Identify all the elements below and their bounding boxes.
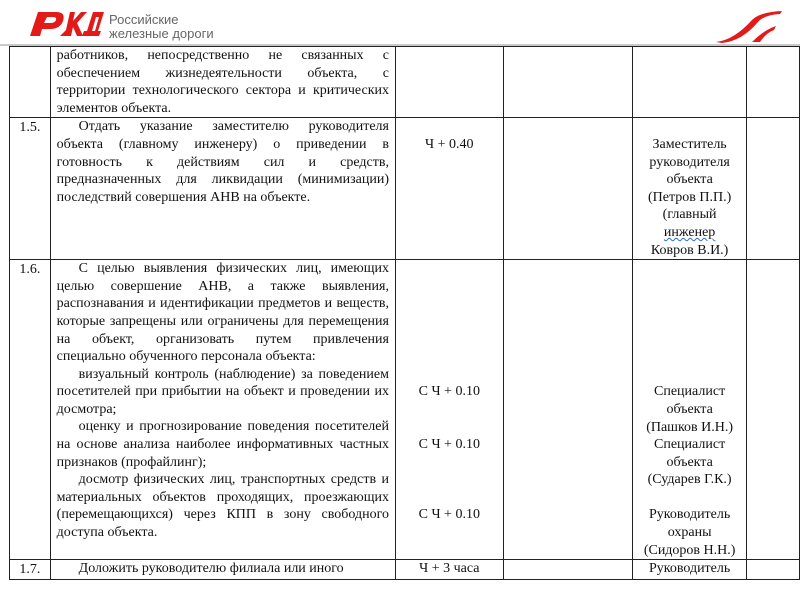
time-cell bbox=[395, 47, 503, 118]
empty-cell bbox=[503, 118, 633, 260]
action-cell bbox=[50, 118, 395, 260]
empty-cell bbox=[503, 47, 633, 118]
responsible-line: объекта bbox=[666, 401, 713, 417]
responsible-line: (Пашков И.Н.) bbox=[646, 419, 734, 435]
page-header bbox=[0, 0, 800, 46]
responsible-cell bbox=[633, 260, 746, 560]
responsible-line: Заместитель bbox=[652, 136, 727, 152]
brand-line-1: Российские bbox=[109, 12, 179, 27]
action-cell bbox=[50, 47, 395, 118]
table-row bbox=[10, 260, 800, 560]
time-cell bbox=[395, 260, 503, 560]
time-value: Ч + 0.40 bbox=[425, 136, 474, 152]
action-intro: С целью выявления физических лиц, имеющих целью совершение АНВ, а также выявления, распознавания и идентификации предметов и веществ, которые запрещены или ограничены для перемещения на объект, организовать путем привлечения специально обученного персонала объекта: bbox=[56, 261, 389, 365]
row-number: 1.6. bbox=[10, 260, 51, 560]
rzd-logo bbox=[26, 8, 104, 38]
responsible-line: Руководитель bbox=[648, 561, 731, 577]
action-subitem: визуальный контроль (наблюдение) за поведением посетителей при прибытии на объект и проведении их досмотра; bbox=[56, 366, 389, 417]
responsible-line: Специалист bbox=[654, 384, 726, 400]
responsible-line: (Сударев Г.К.) bbox=[647, 472, 732, 488]
brand-line-2: железные дороги bbox=[109, 26, 214, 41]
responsible-line: (Сидоров Н.Н.) bbox=[643, 542, 736, 558]
empty-cell bbox=[503, 560, 633, 580]
time-cell bbox=[395, 118, 503, 260]
action-subitem: оценку и прогнозирование поведения посетителей на основе анализа наиболее информативных частных признаков (профайлинг); bbox=[56, 419, 389, 470]
table-row bbox=[10, 118, 800, 260]
action-subitem: досмотр физических лиц, транспортных средств и материальных объектов проходящих, проезжающих (перемещающихся) через КПП в зону свободного доступа объекта. bbox=[56, 472, 389, 541]
empty-cell bbox=[746, 260, 799, 560]
row-number bbox=[10, 47, 51, 118]
responsible-line: (Петров П.П.) bbox=[647, 189, 732, 205]
responsible-line: Руководитель bbox=[648, 507, 731, 523]
empty-cell bbox=[503, 260, 633, 560]
action-text: Доложить руководителю филиала или иного bbox=[78, 561, 344, 577]
responsible-line: Ковров В.И.) bbox=[650, 242, 729, 258]
action-text: Отдать указание заместителю руководителя объекта (главному инженеру) о приведении в готовность к действиям сил и средств, предназначенных для ликвидации (минимизации) последствий совершения АНВ на объекте. bbox=[56, 119, 389, 205]
responsible-line: объекта bbox=[666, 454, 713, 470]
responsible-cell bbox=[633, 118, 746, 260]
responsible-line: Специалист bbox=[654, 437, 726, 453]
brand-swoosh-icon bbox=[712, 8, 784, 44]
brand-name bbox=[109, 13, 214, 41]
responsible-line: (главный bbox=[662, 207, 717, 223]
responsible-cell bbox=[633, 560, 746, 580]
responsible-line: охраны bbox=[667, 525, 712, 541]
action-cell bbox=[50, 260, 395, 560]
table-row bbox=[10, 560, 800, 580]
action-text: работников, непосредственно не связанных с обеспечением жизнедеятельности объекта, с территории технологического сектора и критических элементов объекта. bbox=[56, 48, 389, 116]
action-plan-table bbox=[9, 46, 800, 580]
table-row bbox=[10, 47, 800, 118]
responsible-cell bbox=[633, 47, 746, 118]
empty-cell bbox=[746, 47, 799, 118]
responsible-line: инженер bbox=[663, 224, 716, 240]
responsible-line: руководителя bbox=[649, 154, 730, 170]
time-value: Ч + 3 часа bbox=[419, 561, 480, 577]
row-number: 1.7. bbox=[10, 560, 51, 580]
action-cell bbox=[50, 560, 395, 580]
empty-cell bbox=[746, 560, 799, 580]
time-value: С Ч + 0.10 bbox=[418, 507, 480, 523]
row-number: 1.5. bbox=[10, 118, 51, 260]
time-value: С Ч + 0.10 bbox=[418, 437, 480, 453]
responsible-line: объекта bbox=[666, 172, 713, 188]
empty-cell bbox=[746, 118, 799, 260]
time-value: С Ч + 0.10 bbox=[418, 384, 480, 400]
time-cell bbox=[395, 560, 503, 580]
